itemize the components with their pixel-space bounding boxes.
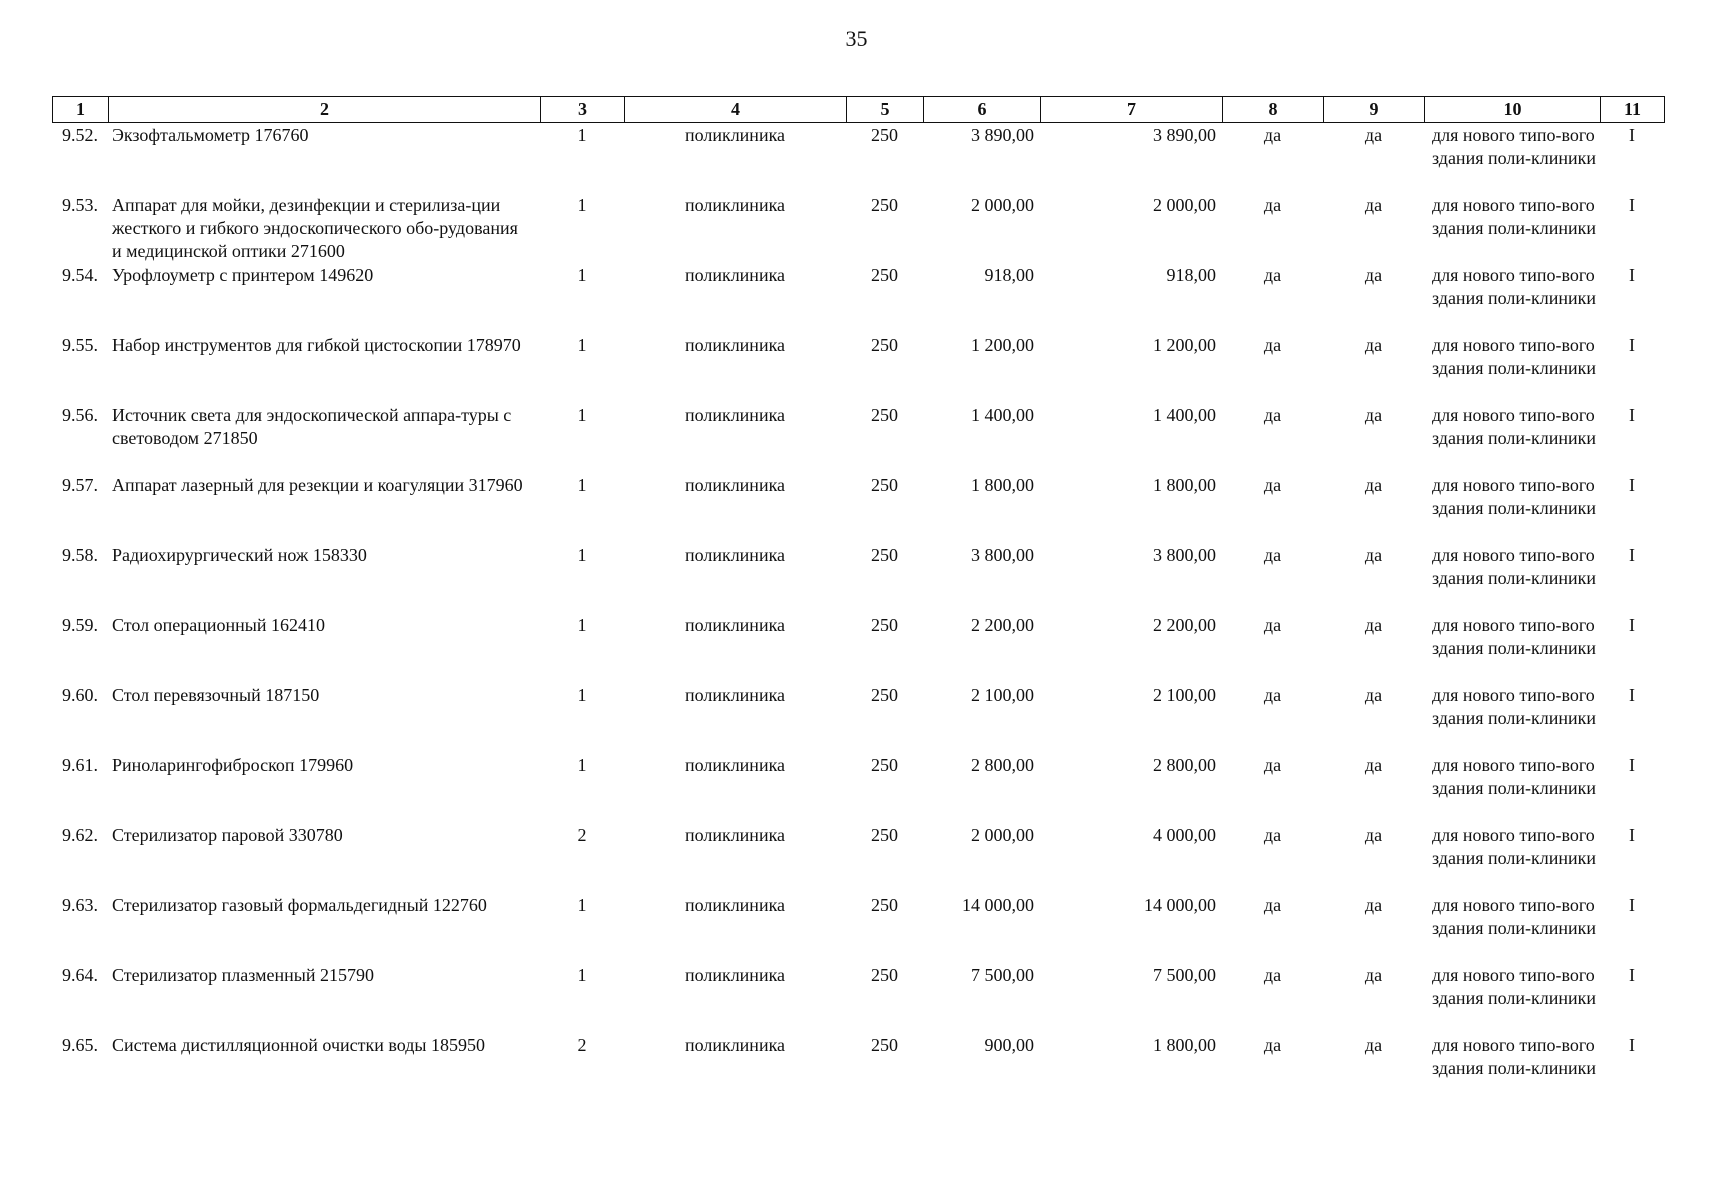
note: для нового типо-вого здания поли-клиники: [1432, 125, 1596, 168]
table-row: [52, 754, 1664, 824]
unit-price: 2 000,00: [971, 195, 1034, 215]
location: поликлиника: [684, 545, 786, 565]
col-9-value: да: [1364, 755, 1383, 775]
category: I: [1629, 545, 1635, 565]
unit-code: 250: [871, 965, 898, 985]
row-number: 9.63.: [62, 895, 98, 915]
unit-price: 2 000,00: [971, 825, 1034, 845]
total-price: 2 200,00: [1153, 615, 1216, 635]
col-9-value: да: [1364, 265, 1383, 285]
unit-price: 1 800,00: [971, 475, 1034, 495]
row-number: 9.52.: [62, 125, 98, 145]
row-number: 9.53.: [62, 195, 98, 215]
category: I: [1629, 1035, 1635, 1055]
unit-price: 2 100,00: [971, 685, 1034, 705]
equipment-table: [52, 124, 1664, 1104]
unit-price: 1 400,00: [971, 405, 1034, 425]
header-col-6: 6: [924, 97, 1041, 123]
equipment-name: Стерилизатор паровой 330780: [112, 825, 343, 845]
header-col-5: 5: [847, 97, 924, 123]
location: поликлиника: [684, 755, 786, 775]
location: поликлиника: [684, 965, 786, 985]
page-number: 35: [845, 26, 868, 51]
row-number: 9.57.: [62, 475, 98, 495]
table-row: [52, 684, 1664, 754]
category: I: [1629, 335, 1635, 355]
quantity: 1: [577, 195, 587, 215]
quantity: 2: [577, 825, 587, 845]
quantity: 1: [577, 265, 587, 285]
table-header: [52, 96, 1665, 123]
total-price: 1 400,00: [1153, 405, 1216, 425]
unit-code: 250: [871, 825, 898, 845]
row-number: 9.61.: [62, 755, 98, 775]
total-price: 2 000,00: [1153, 195, 1216, 215]
col-8-value: да: [1263, 335, 1282, 355]
col-9-value: да: [1364, 895, 1383, 915]
category: I: [1629, 895, 1635, 915]
col-8-value: да: [1263, 125, 1282, 145]
total-price: 918,00: [1166, 265, 1216, 285]
category: I: [1629, 685, 1635, 705]
quantity: 1: [577, 615, 587, 635]
row-number: 9.55.: [62, 335, 98, 355]
location: поликлиника: [684, 825, 786, 845]
col-8-value: да: [1263, 685, 1282, 705]
table-row: [52, 1034, 1664, 1104]
total-price: 1 800,00: [1153, 475, 1216, 495]
table-body: [52, 124, 1664, 1104]
unit-price: 7 500,00: [971, 965, 1034, 985]
unit-code: 250: [871, 475, 898, 495]
quantity: 1: [577, 405, 587, 425]
col-8-value: да: [1263, 545, 1282, 565]
unit-price: 1 200,00: [971, 335, 1034, 355]
table-row: [52, 124, 1664, 194]
col-9-value: да: [1364, 335, 1383, 355]
category: I: [1629, 405, 1635, 425]
unit-code: 250: [871, 755, 898, 775]
unit-code: 250: [871, 335, 898, 355]
row-number: 9.56.: [62, 405, 98, 425]
unit-code: 250: [871, 615, 898, 635]
equipment-name: Стерилизатор газовый формальдегидный 122760: [112, 895, 487, 915]
note: для нового типо-вого здания поли-клиники: [1432, 825, 1596, 868]
unit-code: 250: [871, 685, 898, 705]
quantity: 2: [577, 1035, 587, 1055]
location: поликлиника: [684, 1035, 786, 1055]
row-number: 9.62.: [62, 825, 98, 845]
col-9-value: да: [1364, 545, 1383, 565]
location: поликлиника: [684, 615, 786, 635]
location: поликлиника: [684, 195, 786, 215]
col-8-value: да: [1263, 965, 1282, 985]
equipment-name: Экзофтальмометр 176760: [112, 125, 309, 145]
table-row: [52, 824, 1664, 894]
location: поликлиника: [684, 265, 786, 285]
table-row: [52, 894, 1664, 964]
table-row: [52, 614, 1664, 684]
col-8-value: да: [1263, 475, 1282, 495]
note: для нового типо-вого здания поли-клиники: [1432, 1035, 1596, 1078]
category: I: [1629, 475, 1635, 495]
note: для нового типо-вого здания поли-клиники: [1432, 755, 1596, 798]
unit-code: 250: [871, 545, 898, 565]
col-9-value: да: [1364, 685, 1383, 705]
unit-code: 250: [871, 895, 898, 915]
category: I: [1629, 825, 1635, 845]
row-number: 9.58.: [62, 545, 98, 565]
header-col-9: 9: [1324, 97, 1425, 123]
equipment-name: Аппарат лазерный для резекции и коагуляции 317960: [112, 475, 523, 495]
col-8-value: да: [1263, 195, 1282, 215]
note: для нового типо-вого здания поли-клиники: [1432, 685, 1596, 728]
unit-code: 250: [871, 265, 898, 285]
note: для нового типо-вого здания поли-клиники: [1432, 615, 1596, 658]
col-9-value: да: [1364, 965, 1383, 985]
total-price: 3 800,00: [1153, 545, 1216, 565]
category: I: [1629, 615, 1635, 635]
category: I: [1629, 195, 1635, 215]
col-8-value: да: [1263, 895, 1282, 915]
location: поликлиника: [684, 335, 786, 355]
table-row: [52, 544, 1664, 614]
row-number: 9.59.: [62, 615, 98, 635]
equipment-name: Набор инструментов для гибкой цистоскопии 178970: [112, 335, 521, 355]
col-8-value: да: [1263, 825, 1282, 845]
header-col-8: 8: [1223, 97, 1324, 123]
equipment-name: Система дистилляционной очистки воды 185950: [112, 1035, 485, 1055]
col-9-value: да: [1364, 615, 1383, 635]
equipment-name: Урофлоуметр с принтером 149620: [112, 265, 374, 285]
total-price: 7 500,00: [1153, 965, 1216, 985]
category: I: [1629, 125, 1635, 145]
quantity: 1: [577, 545, 587, 565]
col-8-value: да: [1263, 615, 1282, 635]
quantity: 1: [577, 895, 587, 915]
equipment-name: Риноларингофиброскоп 179960: [112, 755, 354, 775]
unit-price: 2 200,00: [971, 615, 1034, 635]
row-number: 9.64.: [62, 965, 98, 985]
table-row: [52, 474, 1664, 544]
category: I: [1629, 265, 1635, 285]
quantity: 1: [577, 755, 587, 775]
note: для нового типо-вого здания поли-клиники: [1432, 265, 1596, 308]
total-price: 2 100,00: [1153, 685, 1216, 705]
table-row: [52, 194, 1664, 264]
unit-price: 14 000,00: [962, 895, 1034, 915]
unit-price: 3 800,00: [971, 545, 1034, 565]
total-price: 4 000,00: [1153, 825, 1216, 845]
total-price: 2 800,00: [1153, 755, 1216, 775]
unit-code: 250: [871, 1035, 898, 1055]
note: для нового типо-вого здания поли-клиники: [1432, 895, 1596, 938]
location: поликлиника: [684, 475, 786, 495]
table-row: [52, 404, 1664, 474]
unit-code: 250: [871, 125, 898, 145]
unit-code: 250: [871, 405, 898, 425]
equipment-name: Стол перевязочный 187150: [112, 685, 320, 705]
header-col-11: 11: [1601, 97, 1665, 123]
note: для нового типо-вого здания поли-клиники: [1432, 545, 1596, 588]
col-9-value: да: [1364, 1035, 1383, 1055]
unit-code: 250: [871, 195, 898, 215]
unit-price: 900,00: [984, 1035, 1034, 1055]
location: поликлиника: [684, 405, 786, 425]
header-col-7: 7: [1041, 97, 1223, 123]
equipment-name: Стерилизатор плазменный 215790: [112, 965, 374, 985]
col-8-value: да: [1263, 1035, 1282, 1055]
note: для нового типо-вого здания поли-клиники: [1432, 195, 1596, 238]
quantity: 1: [577, 335, 587, 355]
table-row: [52, 264, 1664, 334]
table-row: [52, 334, 1664, 404]
header-col-1: 1: [53, 97, 109, 123]
header-col-3: 3: [541, 97, 625, 123]
category: I: [1629, 965, 1635, 985]
col-9-value: да: [1364, 475, 1383, 495]
row-number: 9.54.: [62, 265, 98, 285]
quantity: 1: [577, 125, 587, 145]
col-8-value: да: [1263, 755, 1282, 775]
location: поликлиника: [684, 895, 786, 915]
location: поликлиника: [684, 125, 786, 145]
row-number: 9.65.: [62, 1035, 98, 1055]
category: I: [1629, 755, 1635, 775]
equipment-name: Источник света для эндоскопической аппара-туры с световодом 271850: [112, 405, 512, 448]
quantity: 1: [577, 475, 587, 495]
unit-price: 3 890,00: [971, 125, 1034, 145]
equipment-name: Аппарат для мойки, дезинфекции и стерилиза-ции жесткого и гибкого эндоскопического обо-рудования и медицинской оптики 271600: [112, 195, 518, 261]
equipment-name: Стол операционный 162410: [112, 615, 326, 635]
col-8-value: да: [1263, 265, 1282, 285]
col-9-value: да: [1364, 405, 1383, 425]
note: для нового типо-вого здания поли-клиники: [1432, 405, 1596, 448]
note: для нового типо-вого здания поли-клиники: [1432, 335, 1596, 378]
total-price: 1 800,00: [1153, 1035, 1216, 1055]
note: для нового типо-вого здания поли-клиники: [1432, 475, 1596, 518]
location: поликлиника: [684, 685, 786, 705]
col-9-value: да: [1364, 825, 1383, 845]
quantity: 1: [577, 965, 587, 985]
total-price: 3 890,00: [1153, 125, 1216, 145]
equipment-name: Радиохирургический нож 158330: [112, 545, 367, 565]
total-price: 1 200,00: [1153, 335, 1216, 355]
header-col-4: 4: [625, 97, 847, 123]
row-number: 9.60.: [62, 685, 98, 705]
table-row: [52, 964, 1664, 1034]
quantity: 1: [577, 685, 587, 705]
col-8-value: да: [1263, 405, 1282, 425]
header-col-10: 10: [1425, 97, 1601, 123]
total-price: 14 000,00: [1144, 895, 1216, 915]
header-col-2: 2: [109, 97, 541, 123]
unit-price: 2 800,00: [971, 755, 1034, 775]
unit-price: 918,00: [984, 265, 1034, 285]
col-9-value: да: [1364, 125, 1383, 145]
col-9-value: да: [1364, 195, 1383, 215]
note: для нового типо-вого здания поли-клиники: [1432, 965, 1596, 1008]
